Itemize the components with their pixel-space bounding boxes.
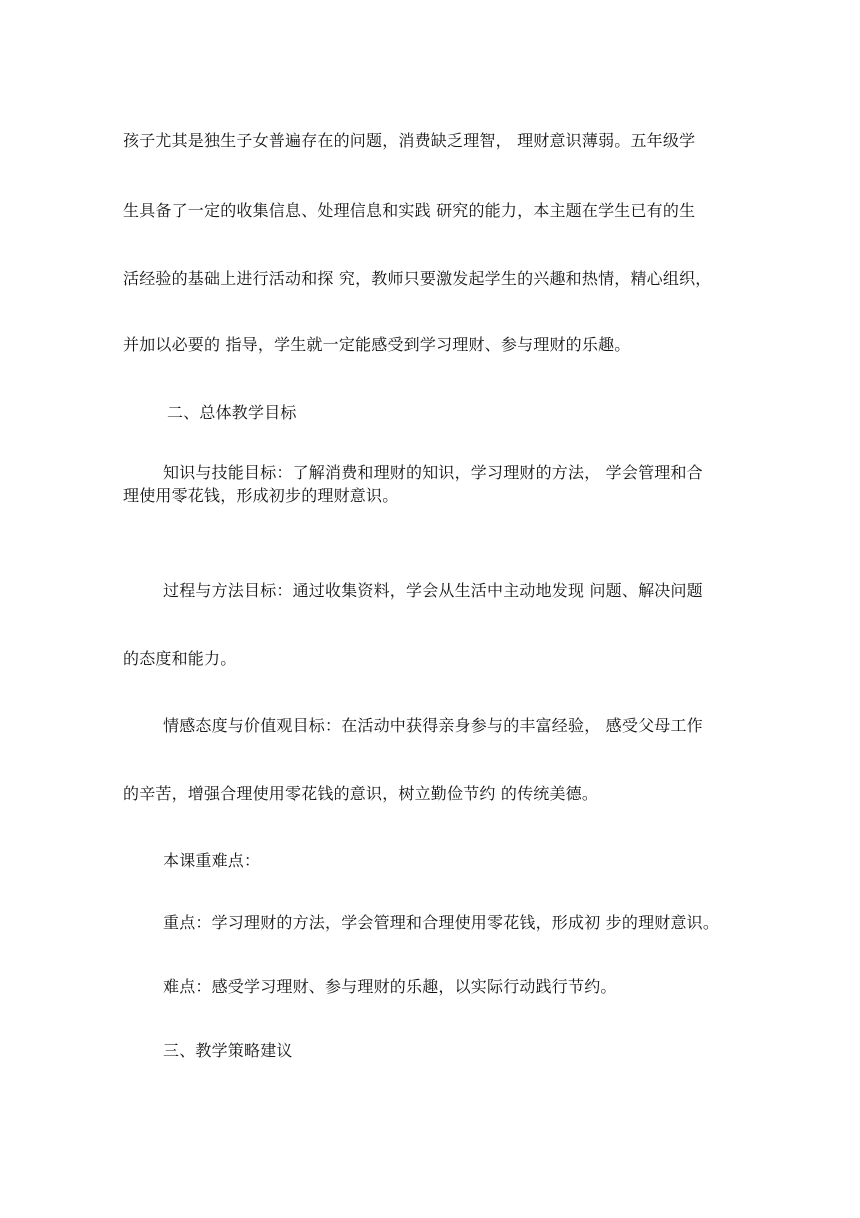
paragraph-line: 的辛苦，增强合理使用零花钱的意识，树立勤俭节约 的传统美德。 xyxy=(123,784,599,803)
subheading: 本课重难点： xyxy=(163,851,261,870)
paragraph-line: 的态度和能力。 xyxy=(123,649,237,668)
section-heading: 三、教学策略建议 xyxy=(163,1041,293,1060)
paragraph-line: 知识与技能目标：了解消费和理财的知识，学习理财的方法， 学会管理和合 xyxy=(163,463,703,482)
difficult-point-line: 难点：感受学习理财、参与理财的乐趣，以实际行动践行节约。 xyxy=(163,977,617,996)
paragraph-line: 过程与方法目标：通过收集资料，学会从生活中主动地发现 问题、解决问题 xyxy=(163,581,703,600)
key-point-line: 重点：学习理财的方法，学会管理和合理使用零花钱，形成初 步的理财意识。 xyxy=(163,913,720,932)
paragraph-line: 生具备了一定的收集信息、处理信息和实践 研究的能力，本主题在学生已有的生 xyxy=(123,201,696,220)
paragraph-line: 理使用零花钱，形成初步的理财意识。 xyxy=(123,486,399,505)
section-heading: 二、总体教学目标 xyxy=(167,403,297,422)
paragraph-line: 活经验的基础上进行活动和探 究，教师只要激发起学生的兴趣和热情，精心组织， xyxy=(123,269,712,288)
paragraph-line: 情感态度与价值观目标：在活动中获得亲身参与的丰富经验， 感受父母工作 xyxy=(163,716,703,735)
paragraph-line: 并加以必要的 指导，学生就一定能感受到学习理财、参与理财的乐趣。 xyxy=(123,335,631,354)
paragraph-line: 孩子尤其是独生子女普遍存在的问题，消费缺乏理智， 理财意识薄弱。五年级学 xyxy=(123,131,696,150)
